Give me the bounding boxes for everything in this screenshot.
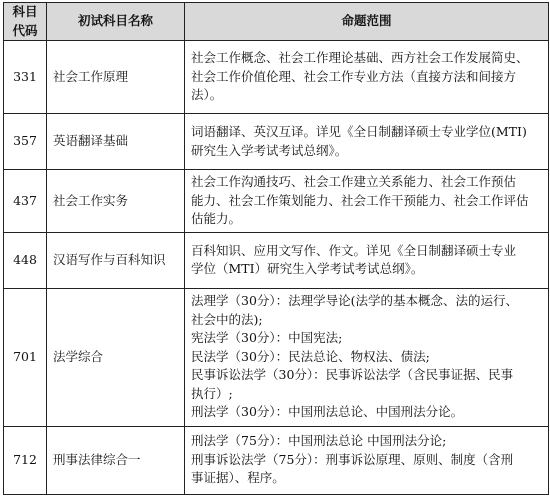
table-row	[4, 114, 549, 170]
exam-scope: 社会工作沟通技巧、社会工作建立关系能力、社会工作预估 能力、社会工作策划能力、社会工作干预能力、社会工作评估 估能力。	[185, 170, 549, 233]
exam-scope: 法理学（30分）：法理学导论(法学的基本概念、法的运行、 社会中的法); 宪法学（30分）：中国宪法; 民法学（30分）：民法总论、物权法、债法; 民事诉讼法学（30分）：民事诉讼法学（含民事证据、民事 执行）; 刑法学（30分）：中国刑法总论、中国刑法分论。	[185, 288, 549, 426]
subject-code: 712	[4, 426, 47, 494]
subject-code: 701	[4, 288, 47, 426]
exam-scope: 词语翻译、英汉互译。详见《全日制翻译硕士专业学位(MTI) 研究生入学考试考试总纲》。	[185, 114, 549, 170]
subject-name: 汉语写作与百科知识	[47, 232, 185, 288]
table-row	[4, 170, 549, 233]
subject-name: 刑事法律综合一	[47, 426, 185, 494]
header-subject-code: 科目 代码	[4, 3, 47, 41]
exam-scope: 百科知识、应用文写作、作文。详见《全日制翻译硕士专业 学位（MTI）研究生入学考试考试总纲》。	[185, 232, 549, 288]
table-row	[4, 232, 549, 288]
table-header-row	[4, 3, 549, 41]
table-row	[4, 288, 549, 426]
table-row	[4, 41, 549, 114]
subject-code: 331	[4, 41, 47, 114]
subject-name: 英语翻译基础	[47, 114, 185, 170]
exam-subject-table	[3, 2, 549, 495]
subject-name: 法学综合	[47, 288, 185, 426]
subject-code: 448	[4, 232, 47, 288]
exam-scope: 刑法学（75分）：中国刑法总论 中国刑法分论; 刑事诉讼法学（75分）：刑事诉讼原理、原则、制度（含刑 事证据）、程序。	[185, 426, 549, 494]
subject-code: 357	[4, 114, 47, 170]
exam-scope: 社会工作概念、社会工作理论基础、西方社会工作发展简史、 社会工作价值伦理、社会工作专业方法（直接方法和间接方 法）。	[185, 41, 549, 114]
subject-name: 社会工作实务	[47, 170, 185, 233]
header-subject-name: 初试科目名称	[47, 3, 185, 41]
header-exam-scope: 命题范围	[185, 3, 549, 41]
subject-code: 437	[4, 170, 47, 233]
table-row	[4, 426, 549, 494]
subject-name: 社会工作原理	[47, 41, 185, 114]
